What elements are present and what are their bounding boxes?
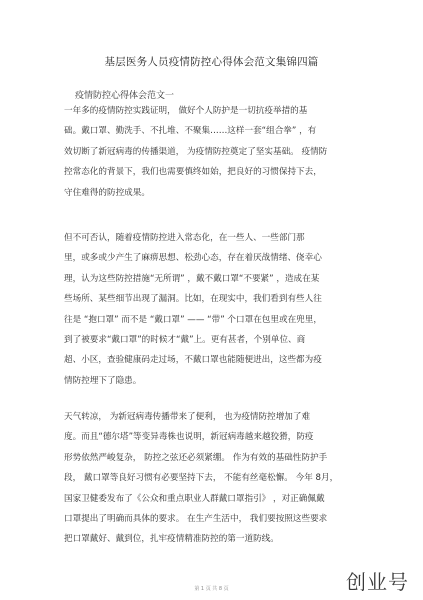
paragraph-line: 天气转凉， 为新冠病毒传播带来了便利， 也为疫情防控增加了难 [64, 412, 311, 422]
paragraph-2 [64, 228, 364, 391]
paragraph-line: 但不可否认，随着疫情防控进入常态化，在一些人、一些部门那 [64, 233, 305, 243]
paragraph-line: 段， 戴口罩等良好习惯有必要坚持下去， 不能有丝毫松懈。 今年 8月， [64, 473, 339, 484]
paragraph-line: 些场所、某些细节出现了漏洞。比如，在现实中，我们看到有些人往 [64, 294, 322, 305]
paragraph-line: 度。而且“德尔塔”等变异毒株也说明，新冠病毒越来越狡猾，防疫 [64, 432, 314, 443]
paragraph-line: 里，或多或少产生了麻痹思想、松劲心态，存在着厌战情绪、侥幸心 [64, 253, 322, 264]
paragraph-line: 把口罩戴好、戴到位，扎牢疫情精准防控的第一道防线。 [64, 534, 279, 545]
paragraph-line: 到了被要求“戴口罩”的时候才“戴”上。更有甚者，个别单位、商 [64, 335, 306, 346]
paragraph-3 [64, 407, 364, 550]
section-subtitle: 疫情防控心得体会范文一 [75, 91, 175, 101]
paragraph-line: 口罩提出了明确而具体的要求。 在生产生活中， 我们要按照这些要求 [64, 514, 328, 525]
paragraph-line: 超、小区，查验健康码走过场，不戴口罩也能随便进出，这些都为疫 [64, 355, 322, 366]
document-title: 基层医务人员疫情防控心得体会范文集锦四篇 [104, 56, 319, 68]
paragraph-line: 效切断了新冠病毒的传播渠道， 为疫情防控奠定了坚实基础。 疫情防 [64, 146, 328, 157]
paragraph-line: 础。戴口罩、勤洗手、不扎堆、不聚集……这样一套“组合拳” ，有 [64, 126, 317, 137]
page-footer: 第 1 页 共 8 页 [194, 586, 229, 592]
paragraph-line: 守住难得的防控成果。 [64, 187, 150, 198]
paragraph-line: 理，认为这些防控措施“无所谓” ，戴不戴口罩“不要紧” ，造成在某 [64, 273, 320, 284]
paragraph-line: 一年多的疫情防控实践证明， 做好个人防护是一切抗疫举措的基 [64, 106, 308, 116]
paragraph-1 [64, 101, 364, 203]
watermark: 创业号 [346, 570, 409, 594]
paragraph-line: 国家卫健委发布了《公众和重点职业人群戴口罩指引》 ，对正确佩戴 [64, 493, 325, 504]
paragraph-line: 情防控埋下了隐患。 [64, 375, 142, 386]
paragraph-line: 形势依然严峻复杂， 防控之弦还必须紧绷。 作为有效的基础性防护手 [64, 452, 328, 463]
paragraph-line: 往是 “抱口罩” 而不是 “戴口罩” —— “带” 个口罩在包里或在兜里， [64, 314, 322, 325]
paragraph-line: 控常态化的背景下，我们也需要慎终如始，把良好的习惯保持下去， [64, 167, 322, 178]
